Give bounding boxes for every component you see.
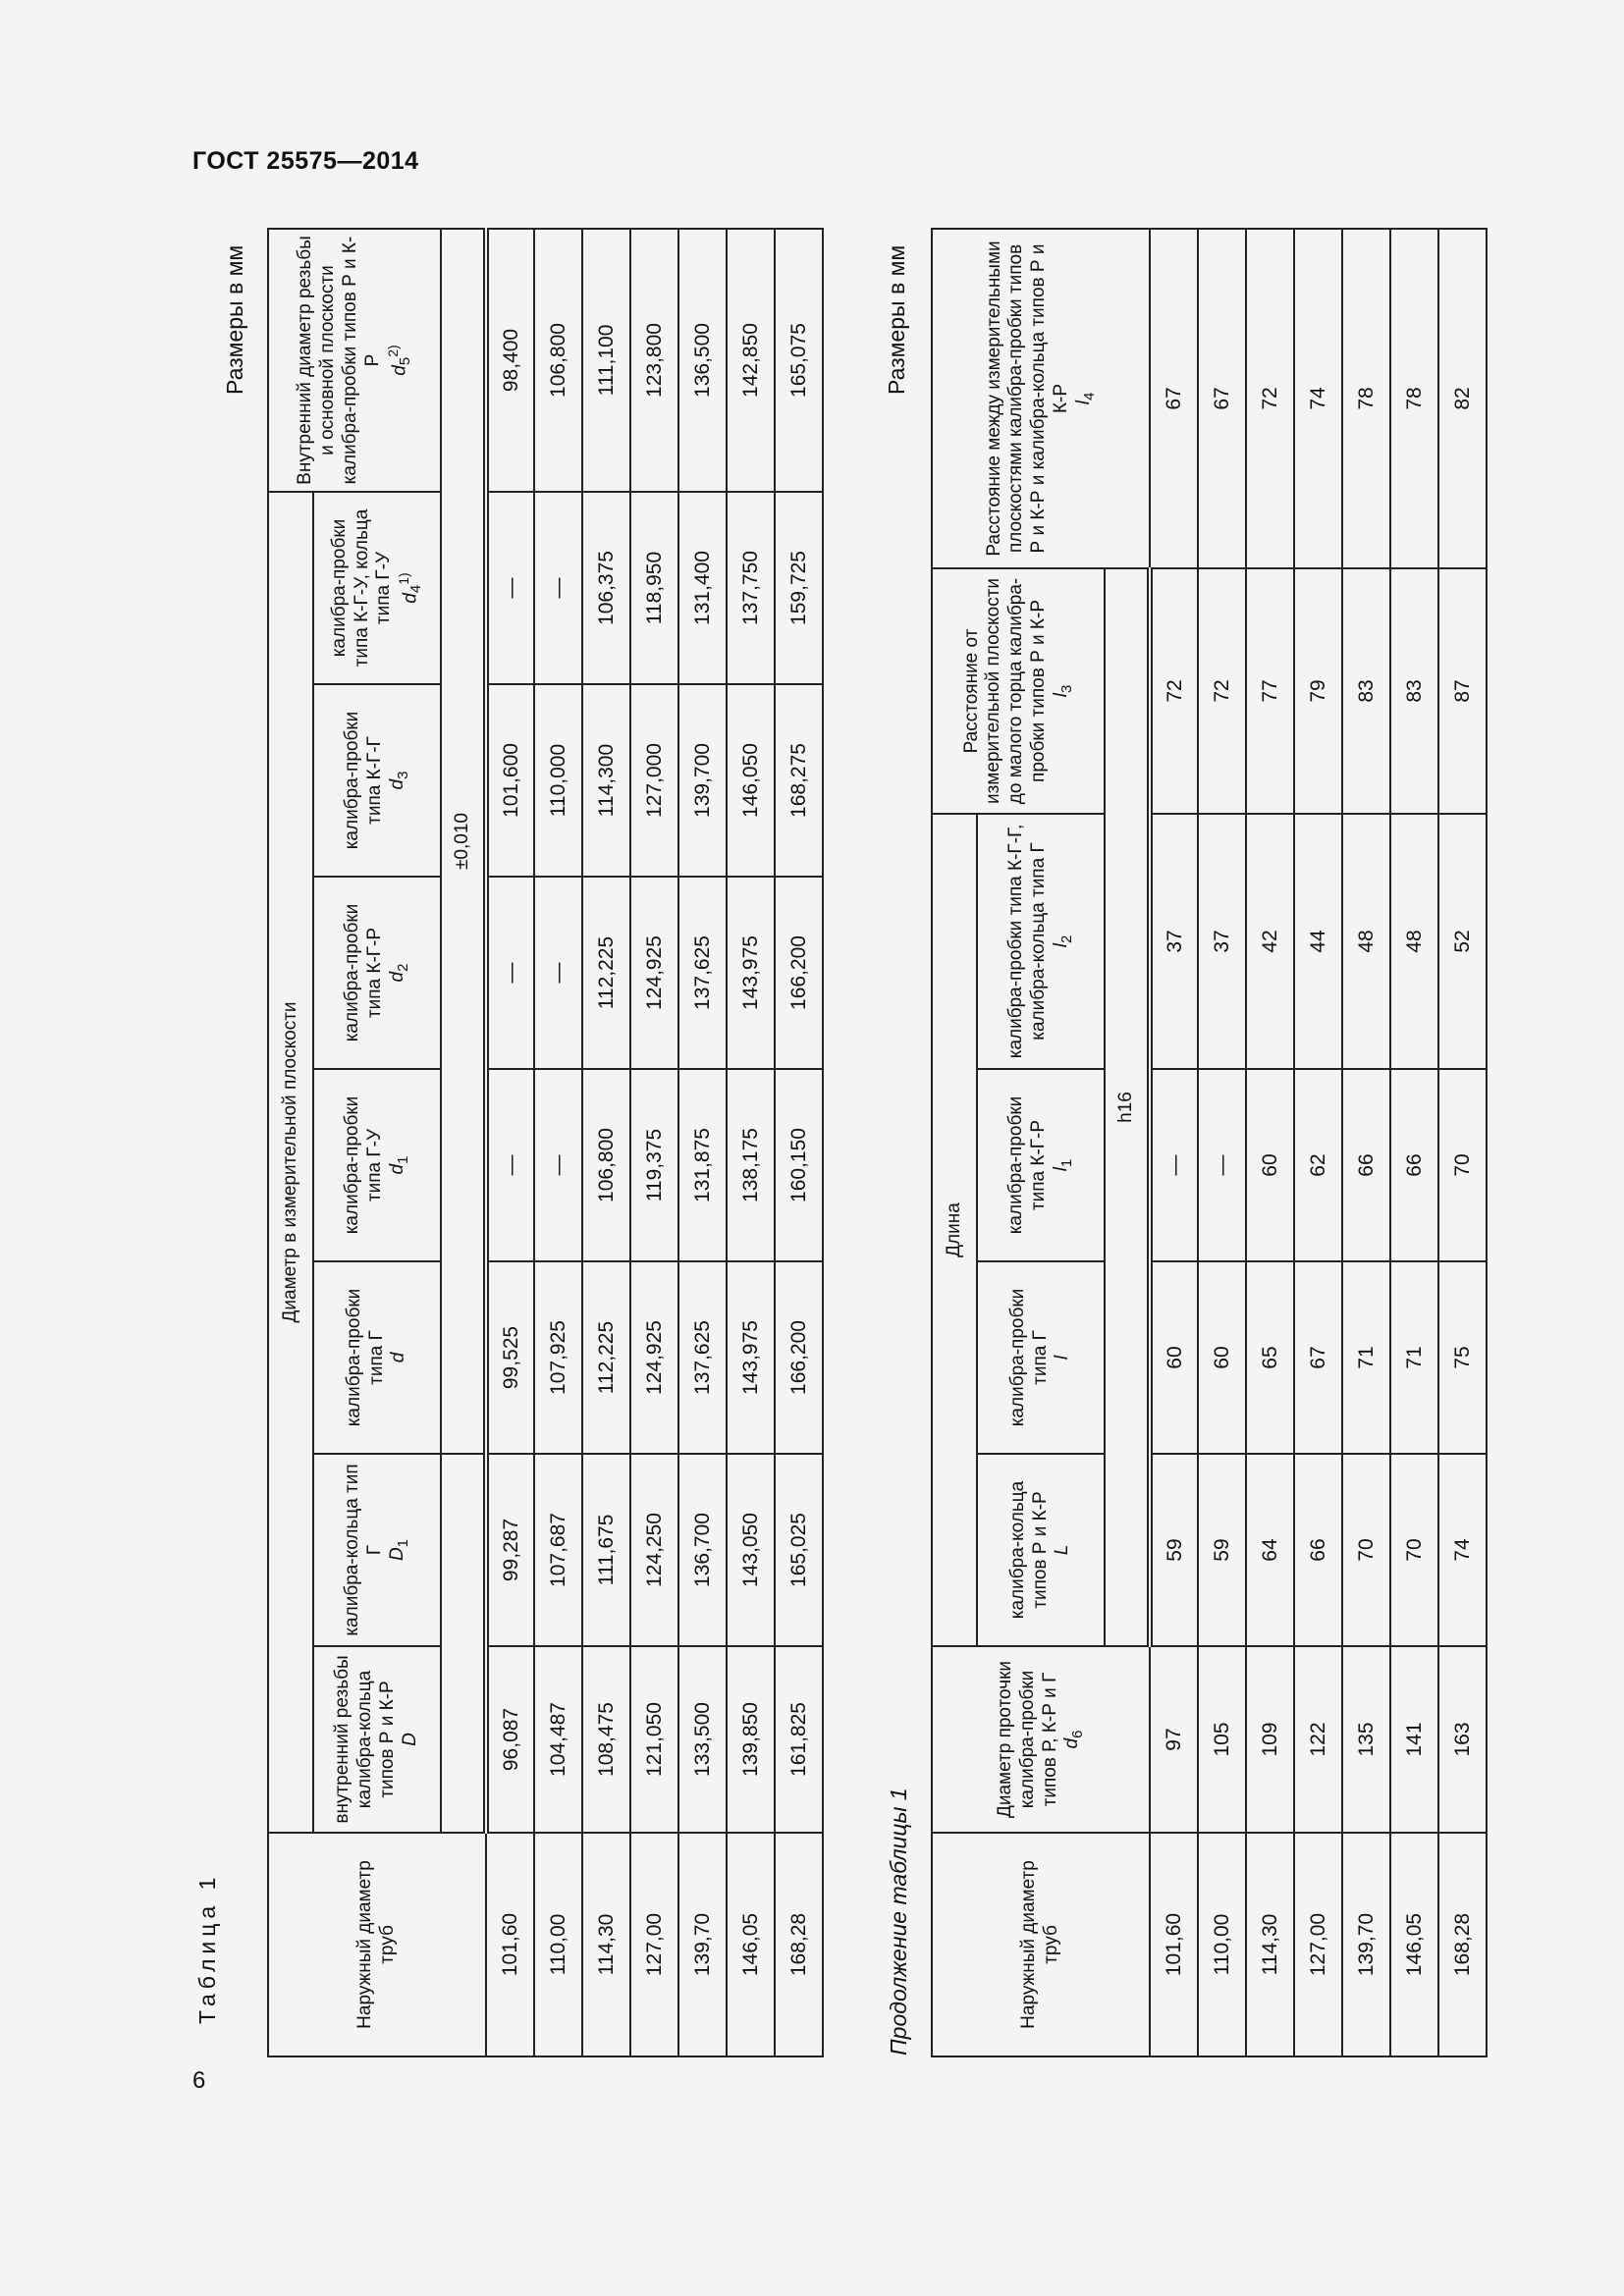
table-cell: 143,975 [727,877,775,1069]
row-outer-diameter: 168,28 [775,1833,823,2056]
col-d: калибра-пробки типа Г d [313,1261,441,1454]
table-cell: 101,600 [486,684,534,877]
table-cell: 165,025 [775,1454,823,1646]
col-D: внутренний резьбы калибра-кольца типов Р и К-Р D [313,1646,441,1833]
row-outer-diameter: 127,00 [630,1833,678,2056]
table-cell: 109 [1246,1646,1294,1833]
table-row [1342,229,1390,2056]
table-cell: 139,850 [727,1646,775,1833]
table-cell: 131,875 [678,1069,727,1261]
table-cell: 62 [1294,1069,1342,1261]
table-cell: 59 [1198,1454,1246,1646]
table-cell: 114,300 [582,684,630,877]
table-cell: 96,087 [486,1646,534,1833]
group-length: Длина [932,814,977,1646]
table-cell: 65 [1246,1261,1294,1454]
table-cell: 72 [1150,568,1198,814]
table-cell: 70 [1390,1454,1438,1646]
table-cell: 70 [1438,1069,1487,1261]
units-note-1: Размеры в мм [222,244,247,395]
table-cell: 83 [1342,568,1390,814]
table-cell: 166,200 [775,877,823,1069]
tolerance-empty [441,1454,486,1833]
table-cell: 52 [1438,814,1487,1069]
table-row [1390,229,1438,2056]
col-l: калибра-пробки типа Г l [977,1261,1105,1454]
table-cell: — [486,877,534,1069]
table-row [582,229,630,2056]
table-cell: 106,800 [582,1069,630,1261]
row-outer-diameter: 101,60 [486,1833,534,2056]
row-outer-diameter: 110,00 [1198,1833,1246,2056]
table-cell: 37 [1198,814,1246,1069]
group-measure-plane: Диаметр в измерительной плоскости [268,492,313,1833]
table-cell: — [1198,1069,1246,1261]
page-number: 6 [192,2067,206,2094]
table-cell: 67 [1294,1261,1342,1454]
table-cell: 44 [1294,814,1342,1069]
table2-body [1150,229,1487,2056]
table2-title: Продолжение таблицы 1 [886,1788,911,2056]
table-cell: — [534,877,582,1069]
table-cell: 124,925 [630,1261,678,1454]
table-cell: 161,825 [775,1646,823,1833]
table-cell: 97 [1150,1646,1198,1833]
table-cell: 72 [1198,568,1246,814]
table-cell: 160,150 [775,1069,823,1261]
table-cell: 67 [1150,229,1198,568]
row-outer-diameter: 146,05 [1390,1833,1438,2056]
table-cell: 78 [1342,229,1390,568]
table-cell: 110,000 [534,684,582,877]
table-cell: 124,250 [630,1454,678,1646]
table-cell: 142,850 [727,229,775,492]
table-row [727,229,775,2056]
table-cell: 146,050 [727,684,775,877]
table-cell: 139,700 [678,684,727,877]
table-cell: — [486,492,534,684]
table-cell: 137,625 [678,877,727,1069]
table-cell: 123,800 [630,229,678,492]
table-cell: 143,050 [727,1454,775,1646]
col-l4: Расстояние между измерительными плоскостями калибра-пробки типов Р и К-Р и калибра-кольца типов Р и К-Р $l_4$ [932,229,1150,568]
table-cell: 42 [1246,814,1294,1069]
document-code: ГОСТ 25575—2014 [192,147,419,175]
table-row [630,229,678,2056]
table-cell: 82 [1438,229,1487,568]
table-cell: 124,925 [630,877,678,1069]
table1-body [486,229,823,2056]
table-cell: 133,500 [678,1646,727,1833]
table-cell: 60 [1246,1069,1294,1261]
row-outer-diameter: 101,60 [1150,1833,1198,2056]
col-l3: Расстояние от измерительной плоскости до малого торца калибра-пробки типов Р и К-Р $l_3$ [932,568,1105,814]
table-cell: 71 [1342,1261,1390,1454]
table-cell: 159,725 [775,492,823,684]
table-cell: 66 [1294,1454,1342,1646]
col-l2: калибра-пробки типа К-Г-Г, калибра-кольца типа Г $l_2$ [977,814,1105,1069]
tolerance-value: h16 [1105,568,1150,1646]
table-row [486,229,534,2056]
table-cell: 166,200 [775,1261,823,1454]
table-row [534,229,582,2056]
table-row [1438,229,1487,2056]
table-cell: 136,700 [678,1454,727,1646]
table-cell: 48 [1342,814,1390,1069]
table-cell: 67 [1198,229,1246,568]
table-cell: 105 [1198,1646,1246,1833]
table-cell: 141 [1390,1646,1438,1833]
table-cell: 104,487 [534,1646,582,1833]
table-cell: 118,950 [630,492,678,684]
table-cell: 108,475 [582,1646,630,1833]
table-cell: — [534,1069,582,1261]
table-row [1294,229,1342,2056]
table-cell: 107,687 [534,1454,582,1646]
table-cell: 111,675 [582,1454,630,1646]
table-cell: 66 [1342,1069,1390,1261]
table-cell: 74 [1438,1454,1487,1646]
row-outer-diameter: 127,00 [1294,1833,1342,2056]
table-cell: 112,225 [582,877,630,1069]
table-row [775,229,823,2056]
table-cell: 72 [1246,229,1294,568]
row-outer-diameter: 146,05 [727,1833,775,2056]
table-cell: 70 [1342,1454,1390,1646]
table-cell: 99,525 [486,1261,534,1454]
table-cell: 78 [1390,229,1438,568]
table-cell: 121,050 [630,1646,678,1833]
table-cell: 77 [1246,568,1294,814]
table2 [931,228,1488,2057]
table-cell: 98,400 [486,229,534,492]
table1 [267,228,824,2057]
row-outer-diameter: 114,30 [582,1833,630,2056]
table-cell: 106,375 [582,492,630,684]
table-cell: 83 [1390,568,1438,814]
col-l1: калибра-пробки типа К-Г-Р $l_1$ [977,1069,1105,1261]
table-cell: 122 [1294,1646,1342,1833]
table-cell: 64 [1246,1454,1294,1646]
table-row [678,229,727,2056]
row-outer-diameter: 139,70 [678,1833,727,2056]
table-cell: 107,925 [534,1261,582,1454]
col-L: калибра-кольца типов Р и К-Р L [977,1454,1105,1646]
table-cell: 119,375 [630,1069,678,1261]
col-d5: Внутренний диаметр резьбы и основной плоскости калибра-пробки типов Р и К-Р $d_5^{2)}$ [268,229,441,492]
row-outer-diameter: 110,00 [534,1833,582,2056]
table-cell: 112,225 [582,1261,630,1454]
table-cell: 59 [1150,1454,1198,1646]
table-cell: 79 [1294,568,1342,814]
table-cell: 37 [1150,814,1198,1069]
col-d4: калибра-пробки типа К-Г-У, кольца типа Г-У $d_4^{1)}$ [313,492,441,684]
table-cell: 165,075 [775,229,823,492]
table-cell: 48 [1390,814,1438,1069]
table-cell: 111,100 [582,229,630,492]
table-cell: 71 [1390,1261,1438,1454]
table-cell: 66 [1390,1069,1438,1261]
tolerance-value: ±0,010 [441,229,486,1454]
table-cell: 137,625 [678,1261,727,1454]
table-cell: 87 [1438,568,1487,814]
table-cell: 131,400 [678,492,727,684]
table-cell: — [534,492,582,684]
row-outer-diameter: 114,30 [1246,1833,1294,2056]
table-cell: 127,000 [630,684,678,877]
col-outer-diameter: Наружный диаметр труб [932,1833,1150,2056]
table-cell: — [486,1069,534,1261]
table-cell: 106,800 [534,229,582,492]
table1-title: Таблица 1 [194,1872,220,2024]
table-cell: — [1150,1069,1198,1261]
table-cell: 60 [1198,1261,1246,1454]
table-row [1198,229,1246,2056]
table-cell: 163 [1438,1646,1487,1833]
table-cell: 143,975 [727,1261,775,1454]
col-D1: калибра-кольца тип Г $D_1$ [313,1454,441,1646]
table-row [1246,229,1294,2056]
col-d6: Диаметр проточки калибра-пробки типов Р, К-Р и Г $d_6$ [932,1646,1150,1833]
col-d2: калибра-пробки типа К-Г-Р $d_2$ [313,877,441,1069]
table-row [1150,229,1198,2056]
table-cell: 168,275 [775,684,823,877]
col-d1: калибра-пробки типа Г-У $d_1$ [313,1069,441,1261]
col-outer-diameter: Наружный диаметр труб [268,1833,486,2056]
row-outer-diameter: 168,28 [1438,1833,1487,2056]
table-cell: 60 [1150,1261,1198,1454]
col-d3: калибра-пробки типа К-Г-Г $d_3$ [313,684,441,877]
table-cell: 138,175 [727,1069,775,1261]
row-outer-diameter: 139,70 [1342,1833,1390,2056]
units-note-2: Размеры в мм [884,244,909,395]
table-cell: 135 [1342,1646,1390,1833]
table-cell: 75 [1438,1261,1487,1454]
table-cell: 74 [1294,229,1342,568]
table-cell: 137,750 [727,492,775,684]
table-cell: 99,287 [486,1454,534,1646]
table-cell: 136,500 [678,229,727,492]
